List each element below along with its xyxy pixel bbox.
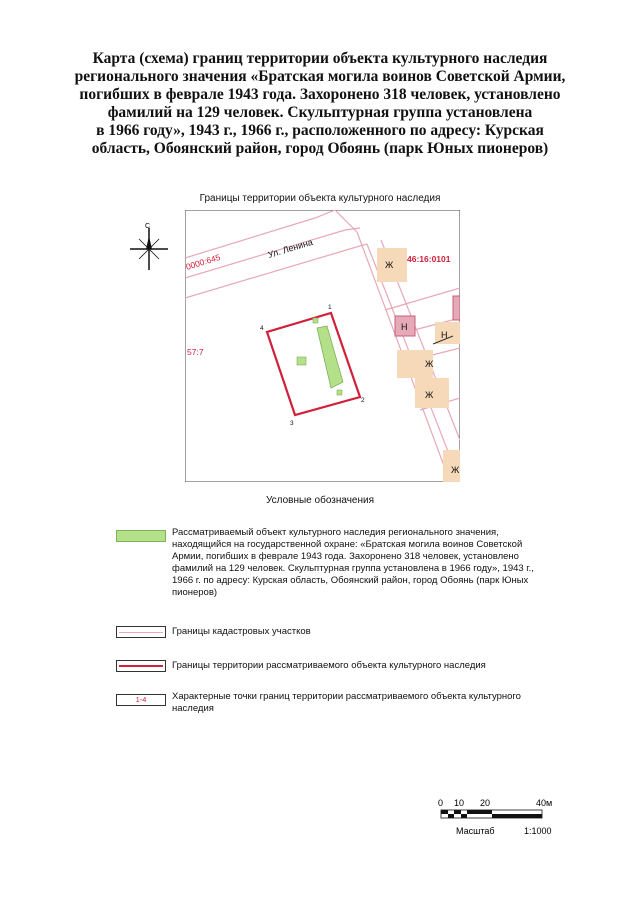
- parcel-label: 0000:645: [185, 251, 222, 272]
- north-arrow-icon: [128, 222, 170, 272]
- cadastral-map: [185, 210, 460, 482]
- title-line: фамилий на 129 человек. Скульптурная группа установлена: [107, 104, 533, 121]
- map-caption: Границы территории объекта культурного наследия: [199, 193, 441, 204]
- title-line: Карта (схема) границ территории объекта культурного наследия: [92, 50, 548, 67]
- thin-line-swatch: [116, 626, 166, 638]
- title-line: регионального значения «Братская могила воинов Советской Армии,: [74, 68, 566, 85]
- building-label: Ж: [425, 359, 434, 369]
- scale-label: Масштаб: [456, 826, 495, 836]
- scale-tick: 10: [454, 798, 465, 808]
- legend-text: Границы кадастровых участков: [172, 626, 311, 637]
- title-line: в 1966 году», 1943 г., 1966 г., расположенного по адресу: Курская: [96, 122, 544, 139]
- scale-bar-graphic: [438, 797, 558, 845]
- legend-text: Характерные точки границ территории рассматриваемого объекта культурного наследия: [172, 691, 521, 714]
- green-fill-swatch: [116, 530, 166, 542]
- point-label: 3: [290, 420, 294, 427]
- scale-tick: 0: [438, 798, 444, 808]
- legend-text: Границы территории рассматриваемого объекта культурного наследия: [172, 660, 486, 671]
- north-label: С: [145, 223, 151, 230]
- scale-bar: [438, 797, 558, 848]
- building-label: Н: [441, 330, 448, 340]
- scale-tick: 40м: [536, 798, 553, 808]
- point-label: 2: [361, 397, 365, 404]
- legend-title: Условные обозначения: [265, 495, 375, 506]
- building-label: Ж: [385, 260, 394, 270]
- parcel-label: 57:7: [187, 347, 204, 357]
- point-box-swatch: 1-4: [116, 694, 166, 706]
- parcel-label: 46:16:0101: [407, 254, 451, 264]
- point-label: 4: [260, 325, 264, 332]
- building-label: Н: [401, 322, 408, 332]
- scale-ratio: 1:1000: [524, 826, 552, 836]
- map-title-block: [60, 50, 580, 158]
- point-label: 1: [328, 304, 332, 311]
- scale-tick: 20: [480, 798, 491, 808]
- legend-text: Рассматриваемый объект культурного наследия регионального значения, находящийся на государственной охране: «Братская могила воинов Советской Армии, погибших в феврале 1943 года. Захоронено 318 человек, установлено фамилий на 129 человек. Скульптурная группа установлена в 1966 году», 1943 г., 1966 г. по адресу: Курская область, Обоянский район, город Обоянь (парк Юных пионеров): [172, 527, 534, 598]
- title-line: область, Обоянский район, город Обоянь (парк Юных пионеров): [91, 140, 549, 157]
- building-label: Ж: [451, 465, 460, 475]
- thick-line-swatch: [116, 660, 166, 672]
- building-label: Ж: [425, 390, 434, 400]
- title-line: погибших в феврале 1943 года. Захоронено 318 человек, установлено: [79, 86, 561, 103]
- street-label: Ул. Ленина: [266, 236, 314, 260]
